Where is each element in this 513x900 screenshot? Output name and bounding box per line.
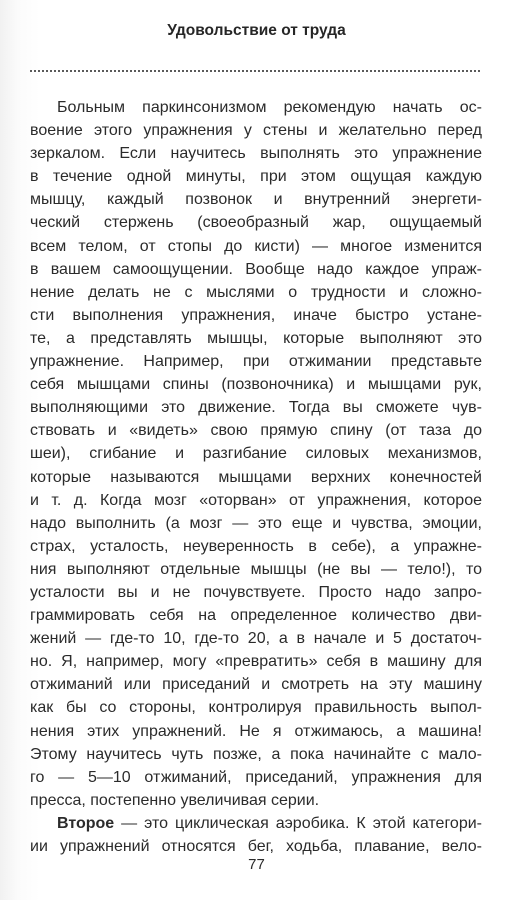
text-line: себя мышцами спины (позвоночника) и мышцами рук, xyxy=(30,376,482,394)
text-line: Больным паркинсонизмом рекомендую начать ос- xyxy=(57,99,482,116)
text-line: всем телом, от стопы до кисти) — многое изменится xyxy=(30,237,482,255)
text-line: сти выполнения упражнения, иначе быстро устане- xyxy=(30,306,482,324)
bold-lead-word: Второе xyxy=(57,814,115,832)
text-line: отжиманий или приседаний и смотреть на эту машину xyxy=(30,676,482,694)
text-line: жений — где-то 10, где-то 20, а в начале и 5 достаточ- xyxy=(30,630,482,648)
page-number: 77 xyxy=(248,856,265,873)
text-line: пресса, постепенно увеличивая серии. xyxy=(30,791,320,809)
text-line: те, а представлять мышцы, которые выполняют это xyxy=(30,329,482,347)
text-line: но. Я, например, могу «превратить» себя в машину для xyxy=(30,653,482,671)
text-line: Этому научитесь чуть позже, а пока начинайте с мало- xyxy=(30,745,482,763)
text-line: граммировать себя на определенное количество дви- xyxy=(30,607,482,625)
text-line: выполняющими это движение. Тогда вы сможете чув- xyxy=(30,399,482,417)
text-line: ческий стержень (своеобразный жар, ощущаемый xyxy=(30,214,482,232)
text-line: которые называются мышцами верхних конечностей xyxy=(30,468,482,486)
text-line: в течение одной минуты, при этом ощущая каждую xyxy=(30,168,482,186)
text-line: шеи), сгибание и разгибание силовых механизмов, xyxy=(30,445,482,463)
text-span: — это циклическая аэробика. К этой категори- xyxy=(114,814,482,832)
text-line: ствовать и «видеть» свою прямую спину (от таза до xyxy=(30,422,482,440)
text-line: ии упражнений относятся бег, ходьба, плавание, вело- xyxy=(30,838,482,855)
text-line: нения этих упражнений. Не я отжимаюсь, а машина! xyxy=(30,722,482,740)
paragraph-1 xyxy=(30,96,482,812)
text-line: и т. д. Когда мозг «оторван» от упражнения, которое xyxy=(30,491,482,509)
text-line: ния выполняют отдельные мышцы (не вы — тело!), то xyxy=(30,560,482,578)
text-line: воение этого упражнения у стены и желательно перед xyxy=(30,122,482,140)
text-line: нение делать не с мыслями о трудности и сложно- xyxy=(30,283,482,301)
text-line: го — 5—10 отжиманий, приседаний, упражнения для xyxy=(30,768,482,786)
text-line: в вашем самоощущении. Вообще надо каждое упраж- xyxy=(30,260,482,278)
text-line: мышцу, каждый позвонок и внутренний энергети- xyxy=(30,191,482,209)
text-line: зеркалом. Если научитесь выполнять это упражнение xyxy=(30,145,482,163)
text-line: усталости вы и не почувствуете. Просто надо запро- xyxy=(30,583,482,601)
text-line: надо выполнить (а мозг — это еще и чувства, эмоции, xyxy=(30,514,482,532)
text-line: упражнение. Например, при отжимании представьте xyxy=(30,353,482,371)
header-rule xyxy=(30,70,480,72)
running-head: Удовольствие от труда xyxy=(167,22,346,39)
text-line xyxy=(30,812,482,835)
body-text xyxy=(30,96,482,858)
text-line: страх, усталость, неуверенность в себе), а упражне- xyxy=(30,537,482,555)
paragraph-2 xyxy=(30,812,482,858)
text-line: как бы со стороны, контролируя правильность выпол- xyxy=(30,699,482,717)
